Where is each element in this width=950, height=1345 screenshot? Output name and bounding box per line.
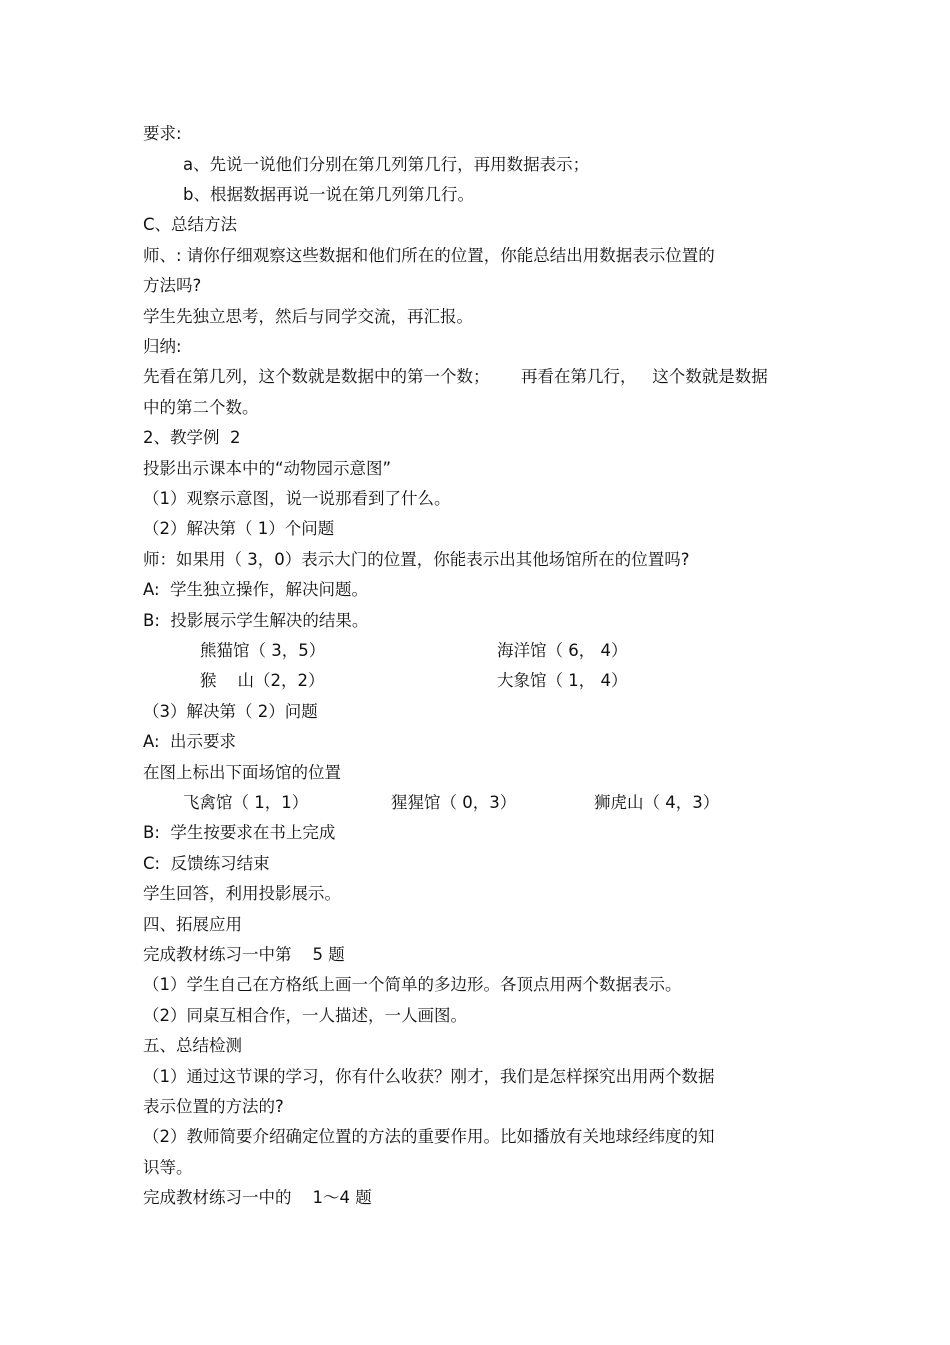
step-2: （2）解决第（ 1）个问题 [143,519,335,538]
mark-positions: 在图上标出下面场馆的位置 [143,763,341,782]
elephant-hall: 大象馆（ 1， 4） [497,671,628,690]
requirements-heading: 要求: [143,124,182,143]
lion-tiger-hill: 狮虎山（ 4，3） [594,793,720,812]
final-exercise: 完成教材练习一中的 1～4 题 [143,1188,372,1207]
exercise-5: 完成教材练习一中第 5 题 [143,945,345,964]
example-2-heading: 2、教学例 2 [143,428,241,447]
requirement-a: a、先说一说他们分别在第几列第几行，再用数据表示； [183,155,590,174]
exercise-step-2: （2）同桌互相合作，一人描述，一人画图。 [143,1006,467,1025]
monkey-hill: 猴 山（2，2） [200,671,325,690]
teacher-intro: （2）教师简要介绍确定位置的方法的重要作用。比如播放有关地球经纬度的知 [143,1127,715,1146]
item-a: A: 学生独立操作，解决问题。 [143,580,369,599]
teacher-prompt: 师：如果用（ 3，0）表示大门的位置，你能表示出其他场馆所在的位置吗? [143,550,690,569]
teacher-intro-cont: 识等。 [143,1158,193,1177]
exercise-step-1: （1）学生自己在方格纸上画一个简单的多边形。各顶点用两个数据表示。 [143,975,682,994]
gorilla-hall: 猩猩馆（ 0，3） [391,793,517,812]
step-3: （3）解决第（ 2）问题 [143,702,318,721]
teacher-question-cont: 方法吗? [143,276,202,295]
teacher-question: 师、: 请你仔细观察这些数据和他们所在的位置，你能总结出用数据表示位置的 [143,246,715,265]
student-answer: 学生回答，利用投影展示。 [143,884,341,903]
step-1: （1）观察示意图，说一说那看到了什么。 [143,489,451,508]
section-5-heading: 五、总结检测 [143,1036,242,1055]
reflection-question: （1）通过这节课的学习，你有什么收获？刚才，我们是怎样探究出用两个数据 [143,1067,715,1086]
projection-line: 投影出示课本中的“动物园示意图” [143,459,392,478]
item-a-show: A: 出示要求 [143,732,237,751]
summary-heading: 归纳: [143,337,182,356]
summary-text-cont: 中的第二个数。 [143,398,259,417]
item-b: B: 投影展示学生解决的结果。 [143,611,369,630]
student-activity: 学生先独立思考，然后与同学交流，再汇报。 [143,307,473,326]
section-4-heading: 四、拓展应用 [143,915,242,934]
item-b-complete: B: 学生按要求在书上完成 [143,823,336,842]
requirement-b: b、根据数据再说一说在第几列第几行。 [183,185,474,204]
ocean-hall: 海洋馆（ 6， 4） [497,641,628,660]
reflection-question-cont: 表示位置的方法的? [143,1097,284,1116]
item-c-feedback: C: 反馈练习结束 [143,854,270,873]
bird-hall: 飞禽馆（ 1，1） [183,793,309,812]
section-c-heading: C、总结方法 [143,215,238,234]
summary-text: 先看在第几列，这个数就是数据中的第一个数； 再看在第几行， 这个数就是数据 [143,367,768,386]
panda-hall: 熊猫馆（ 3，5） [200,641,326,660]
